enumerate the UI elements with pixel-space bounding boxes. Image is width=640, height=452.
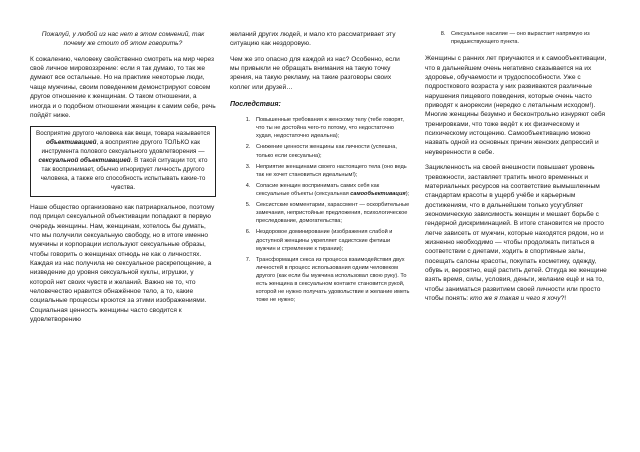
- list-item: 1. Повышенные требования к женскому телу (тебе говорят, что ты не достойна чего-то потому, что недостаточно худая, недостаточно идеальна);: [252, 116, 410, 140]
- appearance-text: Зацикленность на своей внешности повышает уровень тревожности, заставляет тратить много временных и материальных ресурсов на соответствие вымышленным стандартам красоты в ущерб учёбе и карьерным достижениям, что в дальнейшем только усугубляет экономическую зависимость женщин и мешает борьбе с гендерной дискриминацией. В итоге становится не просто легче зависеть от мужчин, которые находятся рядом, но и жизненно необходимо — чтобы продолжать питаться в соответствии с диетами, ходить в спортивные залы, посещать салоны красоты, покупать косметику, одежду, обувь и, вероятно, ещё растить детей. Откуда же женщине взять время, силы, условия, деньги, желание ещё и на то, чтобы заниматься развитием своей личности или просто чтобы понять:: [425, 164, 607, 303]
- list-item: 6. Нездоровое доминирование (изображения слабой и доступной женщины укрепляет садистские фетиши мужчин и стремление к тирании);: [252, 228, 410, 252]
- paragraph-appearance: [425, 163, 615, 303]
- list-item: 2. Снижение ценности женщины как личности (успешна, только если сексуальна);: [252, 143, 410, 159]
- list-item: 8. Сексуальное насилие — оно вырастает напрямую из предшествующего пункта.: [447, 30, 615, 46]
- appearance-question: кто же я такая и чего я хочу: [469, 295, 561, 303]
- list-item: 5. Сексистские комментарии, харассмент — оскорбительные замечания, непристойные предложения, психологическое преследование, домогательства;: [252, 201, 410, 225]
- paragraph-self-objectification: Женщины с ранних лет приучаются и к самообъективации, что в дальнейшем очень негативно сказывается на их здоровье, обучаемости и трудоспособности. Уже с подросткового возраста у них развиваются различные нарушения пищевого поведения, которые очень часто приводят к анорексии (нередко с летальным исходом!). Многие женщины безумно и бесконтрольно изнуряют себя тренировками, что тоже ведёт к их физическому и психическому истощению. Самообъективацию можно назвать одной из основных причин женских депрессий и неуверенности в себе.: [425, 55, 607, 156]
- consequences-list-continued: [425, 30, 615, 46]
- paragraph-desires: желаний других людей, и мало кто рассматривает эту ситуацию как нездоровую.: [230, 31, 396, 48]
- column-right: [425, 0, 615, 304]
- column-left: [30, 0, 216, 324]
- list-item: 3. Неприятие женщинами своего настоящего тела (оно ведь так не хочет становиться идеальным!);: [252, 163, 410, 179]
- term-self-objectification: самообъективация: [350, 191, 406, 198]
- paragraph-danger: Чем же это опасно для каждой из нас? Особенно, если мы привыкли не обращать внимания на такую точку зрения, на такую рекламу, на такие разговоры своих коллег или друзей…: [230, 55, 400, 91]
- list-item: 4. Сопасие женщин воспринимать самих себя как сексуальные объекты (сексуальная самообъективация);: [252, 182, 410, 198]
- term-sexual-objectification: сексуальной объективацией: [38, 157, 131, 165]
- appearance-end: ?!: [560, 295, 567, 303]
- definition-box: [30, 126, 216, 197]
- definition-text-3: . В такой ситуации тот, кто так воспринимает, обычно игнорирует личность другого человека, а также его способность испытывать какие-то чувства.: [40, 157, 208, 191]
- definition-text-2: , а восприятие другого ТОЛЬКО как инструмента полового сексуального удовлетворения —: [41, 139, 205, 156]
- paragraph-patriarchy: Наше общество организовано как патриархальное, поэтому под прицел сексуальной объективации попадают в первую очередь женщины. Нам, женщинам, хотелось бы думать, что мы получили сексуальную свободу, но в итоге именно мужчины и корпорации используют сексуальные образы, чтобы говорить о женщинах отнюдь не как о личностях. Каждая из нас получила не сексуальное раскрепощение, а низведение до уровня сексуальной куклы, игрушки, у которой нет своих чувств и желаний. Важно не то, что человечество нравится обнажённое тело, а то, какие социальные процессы кроются за этими изображениями. Социальная ценность женщины часто сводится к удовлетворению: [30, 203, 215, 324]
- consequences-list: [230, 116, 410, 304]
- column-middle: [230, 0, 410, 307]
- consequences-heading: Последствия:: [230, 101, 281, 109]
- paragraph-worldview: К сожалению, человеку свойственно смотреть на мир через своё личное мировоззрение: если я так думаю, то так же думают все остальные. Но на практике некоторые люди, чаще мужчины, своим поведением демонстрируют совсем другое отношение к женщинам. О таком отношении, а иногда и о подобном отношении женщин к самим себе, речь пойдёт ниже.: [30, 55, 216, 119]
- definition-text-1: Восприятие другого человека как вещи, товара называется: [36, 130, 210, 138]
- intro-question: Пожалуй, у любой из нас нет в этом сомнений, так почему же стоит об этом говорить?: [41, 31, 205, 48]
- term-objectification: объективацией: [45, 139, 97, 147]
- list-item: 7. Трансформация секса из процесса взаимодействия двух личностей в процесс использования одним человеком другого (как если бы мужчина использовал свою руку). То есть женщина в сексуальном контакте становится рукой, которой не нужно получать удовольствие и желание иметь тоже не нужно;: [252, 256, 410, 305]
